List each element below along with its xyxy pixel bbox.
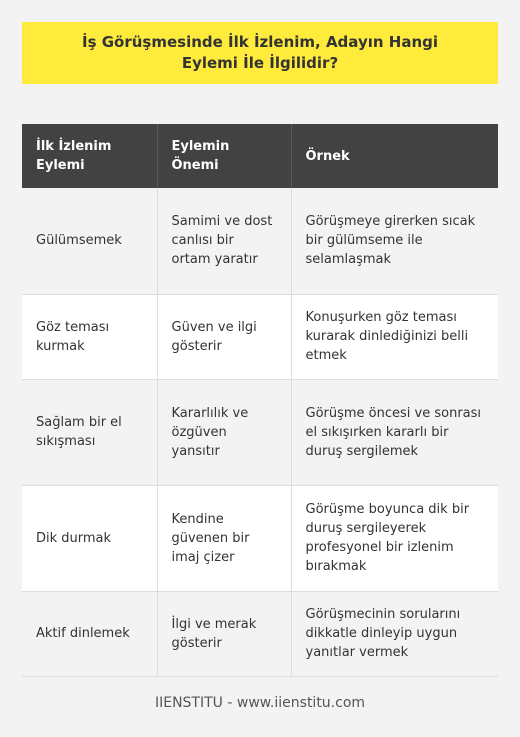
cell-importance: Kararlılık ve özgüven yansıtır: [157, 379, 291, 485]
cell-importance: Güven ve ilgi gösterir: [157, 294, 291, 379]
table-row: [22, 379, 498, 485]
cell-importance: İlgi ve merak gösterir: [157, 591, 291, 676]
cell-example: Görüşmeye girerken sıcak bir gülümseme ile selamlaşmak: [291, 188, 498, 294]
column-header-importance: Eylemin Önemi: [157, 124, 291, 188]
footer-credit: IIENSTITU - www.iienstitu.com: [154, 695, 366, 711]
comparison-table: [22, 124, 498, 677]
cell-example: Konuşurken göz teması kurarak dinlediğinizi belli etmek: [291, 294, 498, 379]
cell-action: Gülümsemek: [22, 188, 157, 294]
cell-importance: Samimi ve dost canlısı bir ortam yaratır: [157, 188, 291, 294]
table-row: [22, 591, 498, 676]
table-header-row: [22, 124, 498, 188]
page-title: İş Görüşmesinde İlk İzlenim, Adayın Hangi Eylemi İle İlgilidir?: [81, 33, 438, 72]
cell-example: Görüşme boyunca dik bir duruş sergileyerek profesyonel bir izlenim bırakmak: [291, 485, 498, 591]
column-header-example: Örnek: [291, 124, 498, 188]
table-row: [22, 188, 498, 294]
cell-action: Aktif dinlemek: [22, 591, 157, 676]
table-row: [22, 485, 498, 591]
cell-importance: Kendine güvenen bir imaj çizer: [157, 485, 291, 591]
cell-example: Görüşme öncesi ve sonrası el sıkışırken kararlı bir duruş sergilemek: [291, 379, 498, 485]
cell-action: Göz teması kurmak: [22, 294, 157, 379]
table-row: [22, 294, 498, 379]
cell-example: Görüşmecinin sorularını dikkatle dinleyip uygun yanıtlar vermek: [291, 591, 498, 676]
column-header-action: İlk İzlenim Eylemi: [22, 124, 157, 188]
title-banner: [22, 22, 498, 84]
cell-action: Dik durmak: [22, 485, 157, 591]
cell-action: Sağlam bir el sıkışması: [22, 379, 157, 485]
